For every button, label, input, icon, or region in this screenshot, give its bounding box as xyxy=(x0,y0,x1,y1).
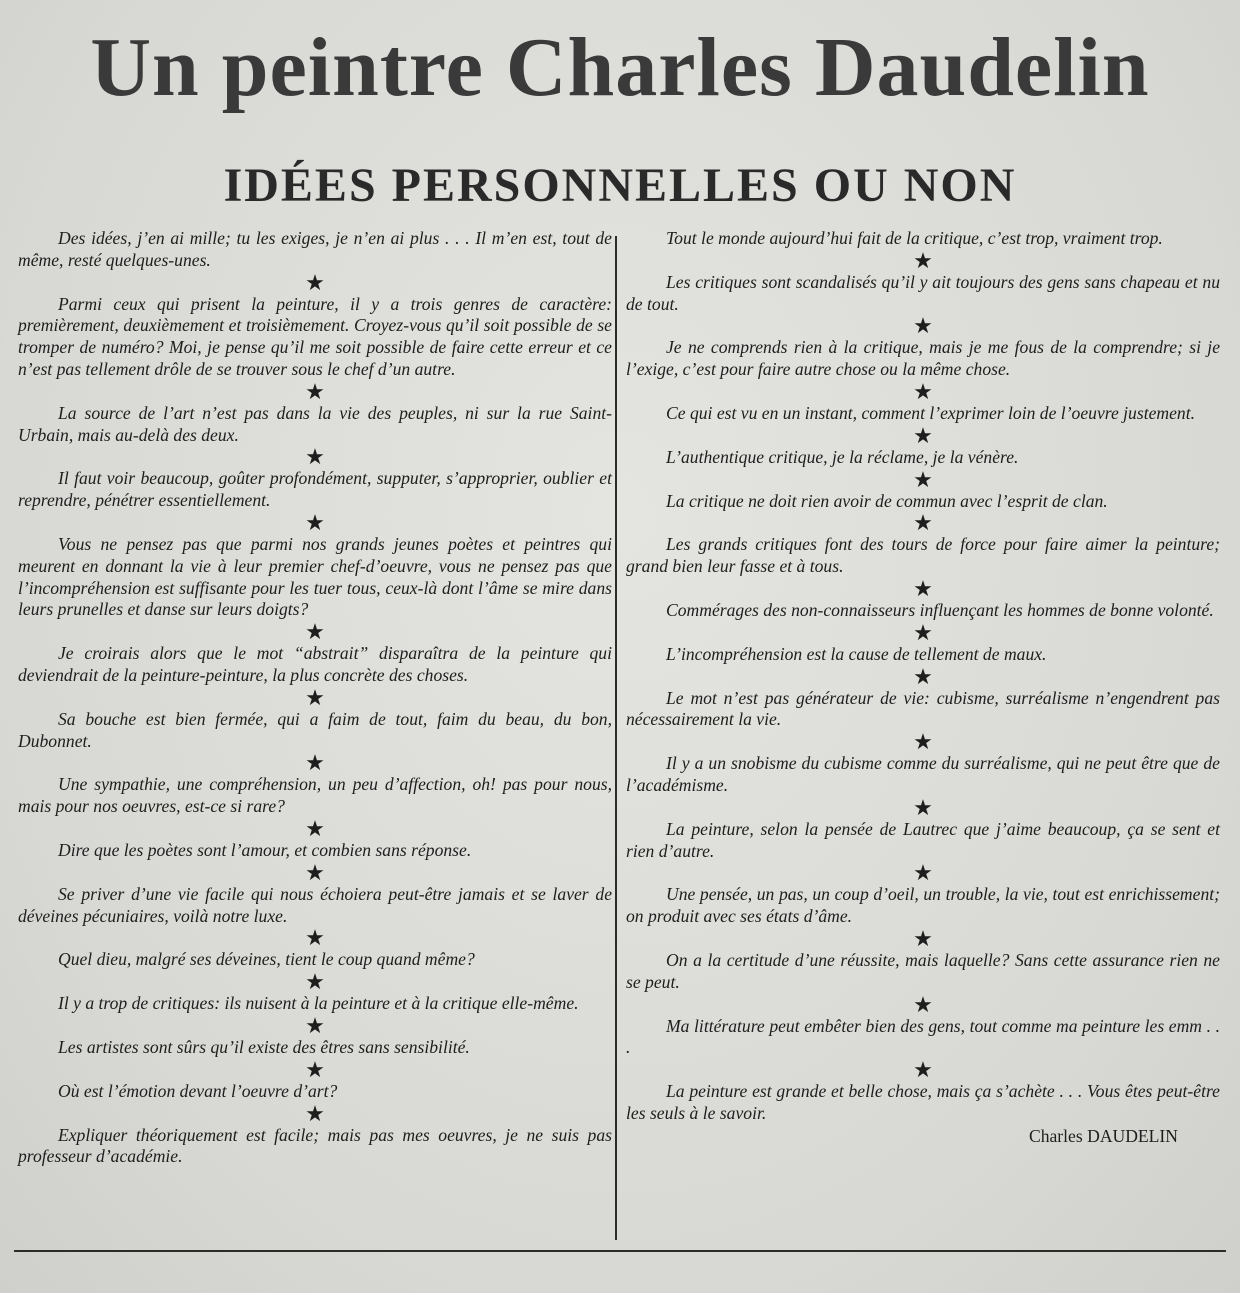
aphorism-paragraph: Parmi ceux qui prisent la peinture, il y a trois genres de caractère: premièrement, deuxièmement et troisièmement. Croyez-vous qu’il soit possible de se tromper de numéro? Moi, je pense qu’il me soit possible de faire cette erreur et ce n’est pas tellement drôle de se trouver sous le chef d’un autre. xyxy=(18,293,612,379)
aphorism-paragraph: Dire que les poètes sont l’amour, et combien sans réponse. xyxy=(58,839,472,860)
author-signature: Charles DAUDELIN xyxy=(1028,1125,1178,1146)
star-separator-icon: ★ xyxy=(305,444,325,470)
article-subtitle: IDÉES PERSONNELLES OU NON xyxy=(223,159,1017,212)
aphorism-paragraph: On a la certitude d’une réussite, mais laquelle? Sans cette assurance rien ne se peut. xyxy=(626,949,1220,992)
aphorism-paragraph: Expliquer théoriquement est facile; mais pas mes oeuvres, je ne suis pas professeur d’académie. xyxy=(18,1124,612,1167)
aphorism-paragraph: Le mot n’est pas générateur de vie: cubisme, surréalisme n’engendrent pas nécessairement la vie. xyxy=(626,687,1220,730)
star-separator-icon: ★ xyxy=(305,859,325,885)
aphorism-paragraph: Tout le monde aujourd’hui fait de la critique, c’est trop, vraiment trop. xyxy=(666,228,1163,248)
aphorism-paragraph: Des idées, j’en ai mille; tu les exiges, je n’en ai plus . . . Il m’en est, tout de même, resté quelques-unes. xyxy=(18,228,612,270)
left-column xyxy=(18,228,612,1168)
star-separator-icon: ★ xyxy=(913,794,933,820)
aphorism-paragraph: Les critiques sont scandalisés qu’il y ait toujours des gens sans chapeau et nu de tout. xyxy=(626,271,1220,314)
aphorism-paragraph: Les grands critiques font des tours de force pour faire aimer la peinture; grand bien leur fasse et à tous. xyxy=(626,534,1220,577)
aphorism-paragraph: Une pensée, un pas, un coup d’oeil, un trouble, la vie, tout est enrichissement; on produit avec ses états d’âme. xyxy=(626,884,1220,927)
aphorism-paragraph: La peinture est grande et belle chose, mais ça s’achète . . . Vous êtes peut-être les seuls à le savoir. xyxy=(626,1081,1220,1123)
article-title: Un peintre Charles Daudelin xyxy=(90,21,1150,114)
star-separator-icon: ★ xyxy=(913,619,933,645)
star-separator-icon: ★ xyxy=(305,1012,325,1038)
star-separator-icon: ★ xyxy=(913,1057,933,1083)
star-separator-icon: ★ xyxy=(913,422,933,448)
aphorism-paragraph: Il faut voir beaucoup, goûter profondément, supputer, s’approprier, oublier et reprendre, pénétrer essentiellement. xyxy=(18,468,612,511)
aphorism-paragraph: Ce qui est vu en un instant, comment l’exprimer loin de l’oeuvre justement. xyxy=(666,402,1195,423)
star-separator-icon: ★ xyxy=(913,575,933,601)
star-separator-icon: ★ xyxy=(305,750,325,776)
star-separator-icon: ★ xyxy=(913,247,933,273)
star-separator-icon: ★ xyxy=(305,269,325,295)
aphorism-paragraph: Sa bouche est bien fermée, qui a faim de tout, faim du beau, du bon, Dubonnet. xyxy=(18,708,612,751)
aphorism-paragraph: L’incompréhension est la cause de tellement de maux. xyxy=(666,643,1047,664)
star-separator-icon: ★ xyxy=(305,815,325,841)
star-separator-icon: ★ xyxy=(305,619,325,645)
star-separator-icon: ★ xyxy=(913,860,933,886)
star-separator-icon: ★ xyxy=(913,925,933,951)
star-separator-icon: ★ xyxy=(305,378,325,404)
star-separator-icon: ★ xyxy=(913,729,933,755)
star-separator-icon: ★ xyxy=(305,1100,325,1126)
aphorism-paragraph: Je ne comprends rien à la critique, mais je me fous de la comprendre; si je l’exige, c’est pour faire autre chose ou la même chose. xyxy=(626,337,1220,380)
star-separator-icon: ★ xyxy=(913,313,933,339)
aphorism-paragraph: Commérages des non-connaisseurs influençant les hommes de bonne volonté. xyxy=(666,599,1214,620)
right-column xyxy=(626,228,1220,1148)
aphorism-paragraph: Ma littérature peut embêter bien des gens, tout comme ma peinture les emm . . . xyxy=(626,1015,1220,1058)
star-separator-icon: ★ xyxy=(913,466,933,492)
aphorism-paragraph: Où est l’émotion devant l’oeuvre d’art? xyxy=(58,1080,338,1101)
aphorism-paragraph: La source de l’art n’est pas dans la vie des peuples, ni sur la rue Saint-Urbain, mais au-delà des deux. xyxy=(18,402,612,445)
star-separator-icon: ★ xyxy=(913,991,933,1017)
aphorism-paragraph: Je croirais alors que le mot “abstrait” disparaîtra de la peinture qui deviendrait de la peinture-peinture, la plus concrète des choses. xyxy=(18,643,612,685)
star-separator-icon: ★ xyxy=(305,509,325,535)
star-separator-icon: ★ xyxy=(305,969,325,995)
star-separator-icon: ★ xyxy=(305,1056,325,1082)
aphorism-paragraph: La critique ne doit rien avoir de commun avec l’esprit de clan. xyxy=(666,490,1108,511)
aphorism-paragraph: Il y a trop de critiques: ils nuisent à la peinture et à la critique elle-même. xyxy=(58,993,579,1014)
star-separator-icon: ★ xyxy=(305,684,325,710)
star-separator-icon: ★ xyxy=(913,663,933,689)
aphorism-paragraph: Une sympathie, une compréhension, un peu d’affection, oh! pas pour nous, mais pour nos oeuvres, est-ce si rare? xyxy=(18,774,612,817)
bottom-rule xyxy=(14,1250,1226,1252)
aphorism-paragraph: La peinture, selon la pensée de Lautrec que j’aime beaucoup, ça se sent et rien d’autre. xyxy=(626,818,1220,861)
aphorism-paragraph: Quel dieu, malgré ses déveines, tient le coup quand même? xyxy=(58,949,475,970)
aphorism-paragraph: L’authentique critique, je la réclame, je la vénère. xyxy=(666,446,1019,467)
aphorism-paragraph: Se priver d’une vie facile qui nous échoiera peut-être jamais et se laver de déveines pécuniaires, voilà notre luxe. xyxy=(18,883,612,926)
aphorism-paragraph: Vous ne pensez pas que parmi nos grands jeunes poètes et peintres qui meurent en donnant la vie à leur premier chef-d’oeuvre, vous ne pensez pas que l’incompréhension est suffisante pour les tuer tous, ceux-là dont l’âme se mire dans leurs prunelles et danse sur leurs doigts? xyxy=(18,533,612,620)
star-separator-icon: ★ xyxy=(913,510,933,536)
column-divider xyxy=(615,236,617,1240)
star-separator-icon: ★ xyxy=(913,378,933,404)
aphorism-paragraph: Il y a un snobisme du cubisme comme du surréalisme, qui ne peut être que de l’académisme. xyxy=(626,753,1220,795)
aphorism-paragraph: Les artistes sont sûrs qu’il existe des êtres sans sensibilité. xyxy=(58,1036,470,1057)
star-separator-icon: ★ xyxy=(305,925,325,951)
